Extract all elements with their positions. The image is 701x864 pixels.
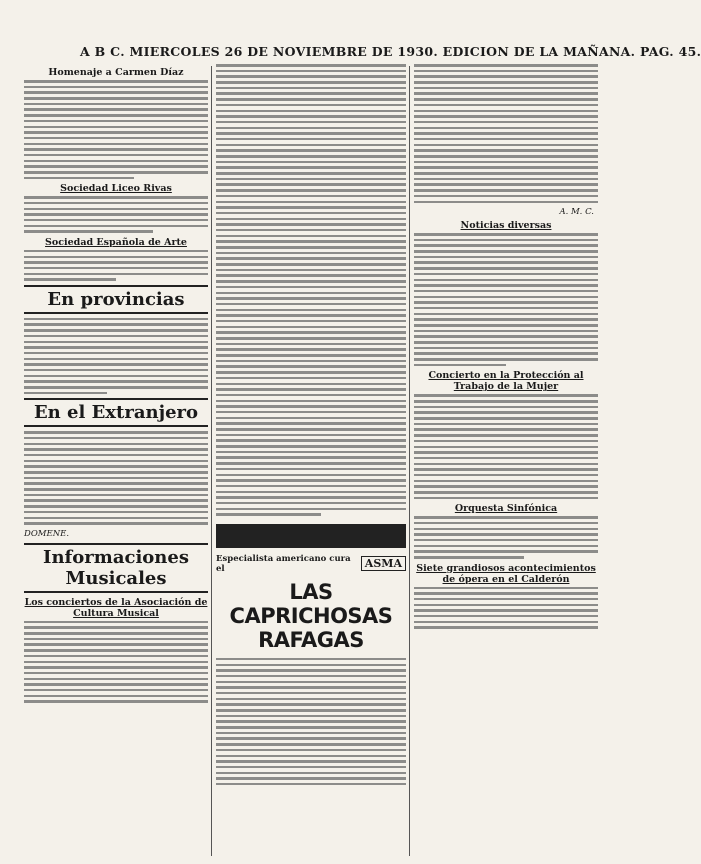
article-body bbox=[414, 587, 598, 629]
page-header: A B C. MIERCOLES 26 DE NOVIEMBRE DE 1930. EDICION DE LA MAÑANA. PAG. 45. bbox=[80, 44, 701, 59]
article-body bbox=[24, 80, 208, 179]
column-3 bbox=[414, 64, 598, 633]
headline-liceo-rivas: Sociedad Liceo Rivas bbox=[60, 183, 172, 195]
article-body bbox=[414, 233, 598, 366]
headline-concierto-proteccion: Concierto en la Protección al Trabajo de la Mujer bbox=[428, 370, 584, 393]
advertisement-bar bbox=[216, 524, 406, 548]
article-body bbox=[414, 516, 598, 558]
headline-cultura-musical: Los conciertos de la Asociación de Cultura Musical bbox=[24, 596, 208, 619]
headline-rafagas: LAS CAPRICHOSAS RAFAGAS bbox=[229, 579, 393, 652]
article-body bbox=[24, 196, 208, 233]
headline-homenaje: Homenaje a Carmen Díaz bbox=[48, 67, 184, 78]
article-body bbox=[216, 658, 406, 786]
article-body bbox=[414, 394, 598, 499]
section-en-el-extranjero: En el Extranjero bbox=[24, 398, 208, 427]
signature-domene: DOMENE. bbox=[24, 528, 70, 539]
article-body bbox=[24, 318, 208, 394]
column-2 bbox=[216, 64, 406, 789]
column-1 bbox=[24, 64, 208, 707]
advertisement-asma bbox=[216, 554, 406, 574]
headline-sociedad-arte: Sociedad Española de Arte bbox=[45, 236, 187, 248]
article-body bbox=[216, 64, 406, 516]
ad-text: Especialista americano cura el bbox=[216, 553, 351, 574]
column-rule bbox=[211, 66, 212, 856]
section-informaciones-musicales: Informaciones Musicales bbox=[24, 543, 208, 593]
article-body bbox=[24, 431, 208, 525]
article-body bbox=[414, 64, 598, 203]
headline-orquesta-sinfonica: Orquesta Sinfónica bbox=[454, 503, 558, 515]
article-body bbox=[24, 621, 208, 703]
article-body bbox=[24, 250, 208, 281]
headline-opera-calderon: Siete grandiosos acontecimientos de ópera en el Calderón bbox=[416, 562, 596, 585]
headline-noticias-diversas: Noticias diversas bbox=[460, 220, 552, 231]
section-en-provincias: En provincias bbox=[24, 285, 208, 314]
signature-amc: A. M. C. bbox=[559, 207, 594, 217]
column-rule bbox=[409, 66, 410, 856]
ad-asma-box: ASMA bbox=[361, 556, 406, 571]
